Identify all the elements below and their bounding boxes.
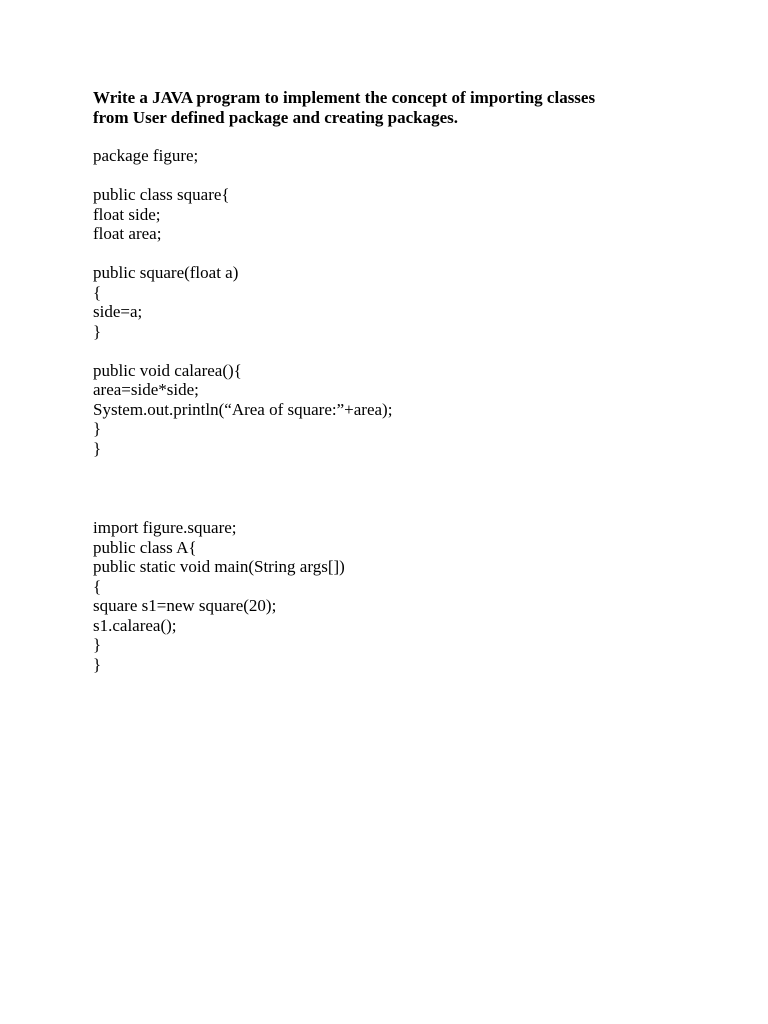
- code-line: }: [93, 635, 102, 654]
- code-line: import figure.square;: [93, 518, 237, 537]
- code-line: s1.calarea();: [93, 615, 177, 635]
- code-line: public static void main(String args[]): [93, 557, 345, 576]
- code-line: [93, 166, 693, 186]
- code-line: System.out.println(“Area of square:”+area);: [93, 399, 393, 419]
- code-line: [93, 341, 693, 361]
- code-line: }: [93, 654, 102, 674]
- package-code-block: [93, 146, 693, 458]
- code-line: float side;: [93, 204, 161, 224]
- document-heading: [93, 88, 693, 128]
- code-line: square s1=new square(20);: [93, 596, 277, 615]
- code-line: }: [93, 321, 102, 341]
- code-line: }: [93, 438, 102, 458]
- code-line: public class square{: [93, 185, 230, 204]
- code-line: package figure;: [93, 146, 199, 165]
- heading-line-1: Write a JAVA program to implement the concept of importing classes: [93, 88, 596, 107]
- code-line: side=a;: [93, 302, 143, 321]
- heading-line-2: from User defined package and creating packages.: [93, 108, 459, 127]
- code-line: {: [93, 576, 102, 596]
- code-line: public void calarea(){: [93, 360, 242, 380]
- code-line: float area;: [93, 224, 162, 243]
- code-line: }: [93, 419, 102, 438]
- code-line: public class A{: [93, 537, 197, 557]
- code-line: [93, 244, 693, 264]
- code-line: {: [93, 282, 102, 302]
- code-line: area=side*side;: [93, 380, 199, 399]
- import-code-block: [93, 518, 693, 674]
- code-line: public square(float a): [93, 263, 239, 282]
